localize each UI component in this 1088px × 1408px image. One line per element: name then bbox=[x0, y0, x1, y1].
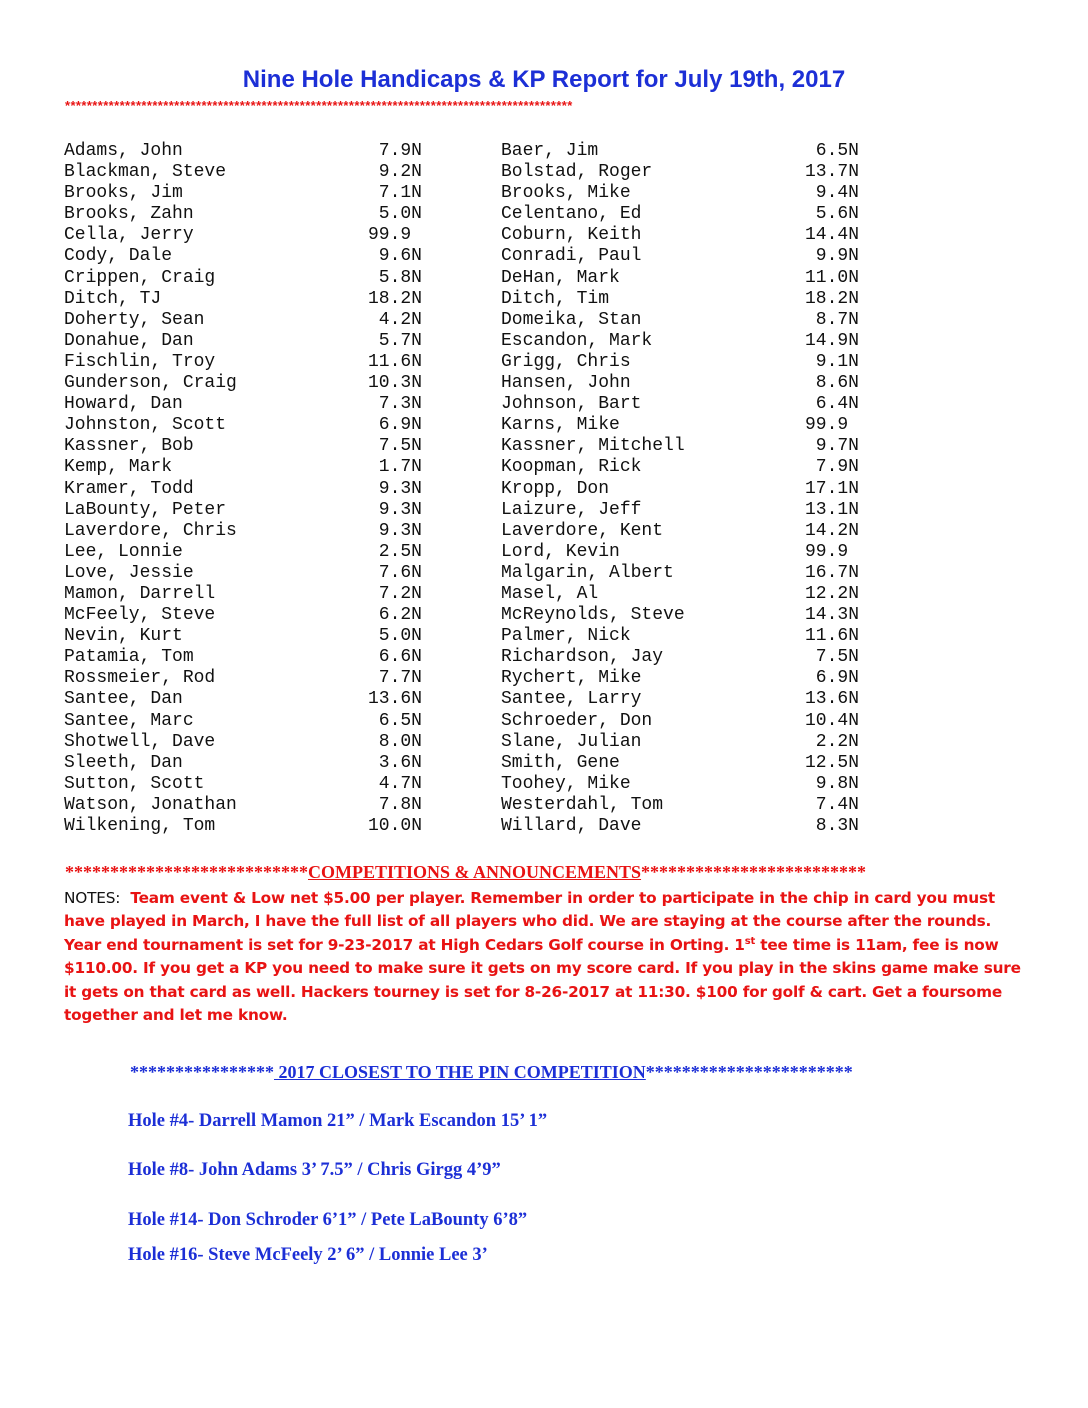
player-row bbox=[64, 732, 464, 753]
player-handicap: 4.7N bbox=[378, 773, 422, 794]
player-handicap: 7.6N bbox=[378, 562, 422, 583]
kp-hole-8: Hole #8- John Adams 3’ 7.5” / Chris Girgg 4’9” bbox=[128, 1160, 501, 1180]
player-handicap: 5.6N bbox=[815, 204, 859, 225]
player-name: Love, Jessie bbox=[64, 562, 194, 583]
player-row bbox=[64, 141, 464, 162]
player-row bbox=[64, 689, 464, 710]
player-name: Richardson, Jay bbox=[501, 647, 664, 668]
player-row bbox=[64, 542, 464, 563]
player-name: Johnson, Bart bbox=[501, 394, 642, 415]
player-handicap: 10.0N bbox=[367, 816, 422, 836]
player-handicap: 5.0N bbox=[378, 626, 422, 647]
player-row bbox=[64, 753, 464, 774]
player-handicap: 13.7N bbox=[804, 162, 859, 183]
player-name: Patamia, Tom bbox=[64, 647, 194, 668]
player-handicap: 17.1N bbox=[804, 478, 859, 499]
player-handicap: 10.4N bbox=[804, 710, 859, 731]
player-row bbox=[64, 331, 464, 352]
player-name: Doherty, Sean bbox=[64, 309, 205, 330]
player-handicap: 13.6N bbox=[804, 689, 859, 710]
player-handicap: 11.6N bbox=[367, 351, 422, 372]
player-handicap: 14.9N bbox=[804, 330, 859, 351]
player-handicap: 7.5N bbox=[378, 436, 422, 457]
player-name: Sutton, Scott bbox=[64, 773, 205, 794]
player-row bbox=[64, 626, 464, 647]
player-row bbox=[501, 268, 901, 289]
player-handicap: 14.3N bbox=[804, 605, 859, 626]
player-handicap: 12.5N bbox=[804, 752, 859, 773]
player-row bbox=[501, 436, 901, 457]
player-name: Ditch, TJ bbox=[64, 288, 162, 309]
player-name: Kemp, Mark bbox=[64, 457, 173, 478]
player-handicap: 6.5N bbox=[815, 141, 859, 161]
player-row bbox=[64, 310, 464, 331]
player-name: Domeika, Stan bbox=[501, 309, 642, 330]
player-name: Willard, Dave bbox=[501, 816, 642, 836]
player-handicap: 7.7N bbox=[378, 668, 422, 689]
player-handicap: 12.2N bbox=[804, 583, 859, 604]
player-handicap: 3.6N bbox=[378, 752, 422, 773]
player-row bbox=[64, 605, 464, 626]
player-name: Rossmeier, Rod bbox=[64, 668, 216, 689]
player-name: Schroeder, Don bbox=[501, 710, 653, 731]
player-handicap: 7.2N bbox=[378, 583, 422, 604]
player-row bbox=[64, 436, 464, 457]
player-name: Kropp, Don bbox=[501, 478, 610, 499]
notes-text-part1: Team event & Low net $5.00 per player. Remember in order to participate in the chip in card you must have played in March, I have the full list of all players who did. We are staying at the course after the rounds. Year end tournament is set for 9-23-2017 at High Cedars Golf course in Orting. 1 bbox=[64, 889, 995, 954]
player-row bbox=[64, 268, 464, 289]
player-row bbox=[501, 352, 901, 373]
player-name: Donahue, Dan bbox=[64, 330, 194, 351]
kp-heading-text: 2017 CLOSEST TO THE PIN COMPETITION bbox=[274, 1062, 646, 1082]
player-handicap: 16.7N bbox=[804, 562, 859, 583]
player-name: Santee, Dan bbox=[64, 689, 183, 710]
player-name: Ditch, Tim bbox=[501, 288, 610, 309]
player-row bbox=[501, 647, 901, 668]
competitions-heading-text: COMPETITIONS & ANNOUNCEMENTS bbox=[308, 862, 642, 882]
player-name: Cella, Jerry bbox=[64, 225, 194, 246]
player-name: Malgarin, Albert bbox=[501, 562, 674, 583]
player-handicap: 6.4N bbox=[815, 394, 859, 415]
player-handicap: 7.4N bbox=[815, 794, 859, 815]
player-row bbox=[501, 225, 901, 246]
player-handicap: 5.8N bbox=[378, 267, 422, 288]
player-name: Howard, Dan bbox=[64, 394, 183, 415]
player-handicap: 9.3N bbox=[378, 478, 422, 499]
player-handicap: 18.2N bbox=[367, 288, 422, 309]
player-name: Conradi, Paul bbox=[501, 246, 642, 267]
player-name: Smith, Gene bbox=[501, 752, 620, 773]
player-row bbox=[501, 331, 901, 352]
player-row bbox=[501, 795, 901, 816]
player-handicap: 4.2N bbox=[378, 309, 422, 330]
player-handicap: 14.2N bbox=[804, 520, 859, 541]
kp-heading bbox=[130, 1062, 1030, 1083]
player-name: Laverdore, Chris bbox=[64, 520, 237, 541]
handicap-column-left bbox=[64, 141, 464, 837]
player-row bbox=[64, 394, 464, 415]
player-row bbox=[64, 246, 464, 267]
player-name: Palmer, Nick bbox=[501, 626, 631, 647]
player-name: Blackman, Steve bbox=[64, 162, 227, 183]
player-name: DeHan, Mark bbox=[501, 267, 620, 288]
competitions-heading bbox=[65, 862, 1025, 883]
player-name: Laizure, Jeff bbox=[501, 499, 642, 520]
player-row bbox=[64, 500, 464, 521]
player-row bbox=[64, 647, 464, 668]
player-handicap: 7.3N bbox=[378, 394, 422, 415]
player-name: Adams, John bbox=[64, 141, 183, 161]
player-handicap: 6.9N bbox=[378, 415, 422, 436]
announcements-notes bbox=[64, 887, 1026, 1027]
player-name: Santee, Marc bbox=[64, 710, 194, 731]
notes-ordinal-suffix: st bbox=[744, 935, 756, 947]
player-handicap: 9.7N bbox=[815, 436, 859, 457]
kp-hole-4: Hole #4- Darrell Mamon 21” / Mark Escandon 15’ 1” bbox=[128, 1111, 548, 1131]
player-row bbox=[501, 668, 901, 689]
player-handicap: 8.3N bbox=[815, 816, 859, 836]
player-handicap: 9.3N bbox=[378, 499, 422, 520]
player-handicap: 99.9 bbox=[804, 415, 859, 436]
player-handicap: 5.7N bbox=[378, 330, 422, 351]
player-name: McFeely, Steve bbox=[64, 605, 216, 626]
player-row bbox=[501, 774, 901, 795]
player-name: Nevin, Kurt bbox=[64, 626, 183, 647]
player-name: Masel, Al bbox=[501, 583, 599, 604]
player-row bbox=[501, 479, 901, 500]
player-row bbox=[64, 204, 464, 225]
player-name: Rychert, Mike bbox=[501, 668, 642, 689]
player-name: Brooks, Mike bbox=[501, 183, 631, 204]
player-row bbox=[501, 141, 901, 162]
player-handicap: 6.2N bbox=[378, 605, 422, 626]
competitions-stars-after: ************************* bbox=[641, 862, 867, 882]
player-name: Gunderson, Craig bbox=[64, 373, 237, 394]
player-handicap: 9.2N bbox=[378, 162, 422, 183]
player-name: Grigg, Chris bbox=[501, 351, 631, 372]
player-row bbox=[64, 183, 464, 204]
player-handicap: 7.9N bbox=[378, 141, 422, 161]
player-handicap: 1.7N bbox=[378, 457, 422, 478]
player-name: Lee, Lonnie bbox=[64, 541, 183, 562]
player-row bbox=[501, 183, 901, 204]
kp-stars-after: *********************** bbox=[645, 1062, 853, 1082]
player-name: Crippen, Craig bbox=[64, 267, 216, 288]
player-handicap: 18.2N bbox=[804, 288, 859, 309]
player-handicap: 7.8N bbox=[378, 794, 422, 815]
player-handicap: 7.1N bbox=[378, 183, 422, 204]
player-row bbox=[64, 795, 464, 816]
player-row bbox=[501, 310, 901, 331]
notes-label: NOTES: bbox=[64, 889, 121, 907]
player-row bbox=[64, 521, 464, 542]
player-name: Wilkening, Tom bbox=[64, 816, 216, 836]
player-name: Fischlin, Troy bbox=[64, 351, 216, 372]
player-name: Slane, Julian bbox=[501, 731, 642, 752]
player-row bbox=[64, 225, 464, 246]
player-row bbox=[64, 668, 464, 689]
player-handicap: 2.5N bbox=[378, 541, 422, 562]
player-handicap: 10.3N bbox=[367, 373, 422, 394]
player-row bbox=[501, 415, 901, 436]
player-name: Koopman, Rick bbox=[501, 457, 642, 478]
player-row bbox=[501, 289, 901, 310]
player-handicap: 13.1N bbox=[804, 499, 859, 520]
player-row bbox=[501, 689, 901, 710]
player-handicap: 7.5N bbox=[815, 647, 859, 668]
player-handicap: 11.6N bbox=[804, 626, 859, 647]
player-handicap: 2.2N bbox=[815, 731, 859, 752]
player-name: Celentano, Ed bbox=[501, 204, 642, 225]
player-handicap: 99.9 bbox=[804, 541, 859, 562]
player-name: Kassner, Bob bbox=[64, 436, 194, 457]
player-row bbox=[64, 289, 464, 310]
player-name: Escandon, Mark bbox=[501, 330, 653, 351]
player-name: Johnston, Scott bbox=[64, 415, 227, 436]
player-row bbox=[501, 500, 901, 521]
player-row bbox=[64, 816, 464, 837]
player-name: Shotwell, Dave bbox=[64, 731, 216, 752]
player-row bbox=[64, 711, 464, 732]
player-row bbox=[501, 753, 901, 774]
player-row bbox=[501, 605, 901, 626]
player-name: Brooks, Jim bbox=[64, 183, 183, 204]
handicap-column-right bbox=[501, 141, 901, 837]
player-name: Karns, Mike bbox=[501, 415, 620, 436]
player-name: Hansen, John bbox=[501, 373, 631, 394]
player-name: Coburn, Keith bbox=[501, 225, 642, 246]
kp-hole-16: Hole #16- Steve McFeely 2’ 6” / Lonnie Lee 3’ bbox=[128, 1245, 488, 1265]
player-name: Westerdahl, Tom bbox=[501, 794, 664, 815]
title-star-rule: ********************************************************************************************* bbox=[65, 98, 573, 113]
player-row bbox=[501, 542, 901, 563]
player-row bbox=[501, 246, 901, 267]
player-name: Kramer, Todd bbox=[64, 478, 194, 499]
player-name: Cody, Dale bbox=[64, 246, 173, 267]
player-name: Brooks, Zahn bbox=[64, 204, 194, 225]
player-row bbox=[501, 204, 901, 225]
player-row bbox=[501, 373, 901, 394]
player-row bbox=[64, 352, 464, 373]
kp-hole-14: Hole #14- Don Schroder 6’1” / Pete LaBounty 6’8” bbox=[128, 1210, 528, 1230]
report-title: Nine Hole Handicaps & KP Report for July 19th, 2017 bbox=[242, 66, 846, 93]
player-name: Lord, Kevin bbox=[501, 541, 620, 562]
player-handicap: 14.4N bbox=[804, 225, 859, 246]
player-row bbox=[64, 774, 464, 795]
player-row bbox=[501, 584, 901, 605]
player-row bbox=[64, 162, 464, 183]
notes-text-part2: tee time is 11am, fee is now $110.00. If you get a KP you need to make sure it gets on my score card. If you play in the skins game make sure it gets on that card as well. Hackers tourney is set for 8-26-2017 at 11:30. $100 for golf & cart. Get a foursome together and let me know. bbox=[64, 935, 1021, 1025]
player-handicap: 6.5N bbox=[378, 710, 422, 731]
player-name: Baer, Jim bbox=[501, 141, 599, 161]
player-name: Mamon, Darrell bbox=[64, 583, 216, 604]
player-handicap: 7.9N bbox=[815, 457, 859, 478]
player-name: Kassner, Mitchell bbox=[501, 436, 685, 457]
player-handicap: 99.9 bbox=[367, 225, 422, 246]
competitions-stars-before: *************************** bbox=[65, 862, 308, 882]
player-handicap: 13.6N bbox=[367, 689, 422, 710]
player-row bbox=[64, 373, 464, 394]
player-name: McReynolds, Steve bbox=[501, 605, 685, 626]
player-name: Toohey, Mike bbox=[501, 773, 631, 794]
kp-stars-before: **************** bbox=[130, 1062, 274, 1082]
player-name: Laverdore, Kent bbox=[501, 520, 664, 541]
player-handicap: 8.6N bbox=[815, 373, 859, 394]
player-row bbox=[501, 732, 901, 753]
player-handicap: 8.7N bbox=[815, 309, 859, 330]
player-row bbox=[501, 563, 901, 584]
player-name: Bolstad, Roger bbox=[501, 162, 653, 183]
player-row bbox=[501, 162, 901, 183]
player-row bbox=[64, 563, 464, 584]
player-name: Sleeth, Dan bbox=[64, 752, 183, 773]
player-handicap: 9.1N bbox=[815, 351, 859, 372]
player-handicap: 6.6N bbox=[378, 647, 422, 668]
player-handicap: 9.3N bbox=[378, 520, 422, 541]
player-row bbox=[64, 479, 464, 500]
player-handicap: 9.8N bbox=[815, 773, 859, 794]
player-name: Watson, Jonathan bbox=[64, 794, 237, 815]
player-row bbox=[64, 584, 464, 605]
player-handicap: 9.9N bbox=[815, 246, 859, 267]
player-handicap: 6.9N bbox=[815, 668, 859, 689]
player-name: Santee, Larry bbox=[501, 689, 642, 710]
player-handicap: 11.0N bbox=[804, 267, 859, 288]
player-handicap: 9.4N bbox=[815, 183, 859, 204]
player-name: LaBounty, Peter bbox=[64, 499, 227, 520]
player-row bbox=[64, 457, 464, 478]
player-handicap: 9.6N bbox=[378, 246, 422, 267]
player-handicap: 5.0N bbox=[378, 204, 422, 225]
player-handicap: 8.0N bbox=[378, 731, 422, 752]
player-row bbox=[501, 521, 901, 542]
player-row bbox=[501, 457, 901, 478]
player-row bbox=[501, 626, 901, 647]
player-row bbox=[64, 415, 464, 436]
player-row bbox=[501, 816, 901, 837]
player-row bbox=[501, 394, 901, 415]
player-row bbox=[501, 711, 901, 732]
